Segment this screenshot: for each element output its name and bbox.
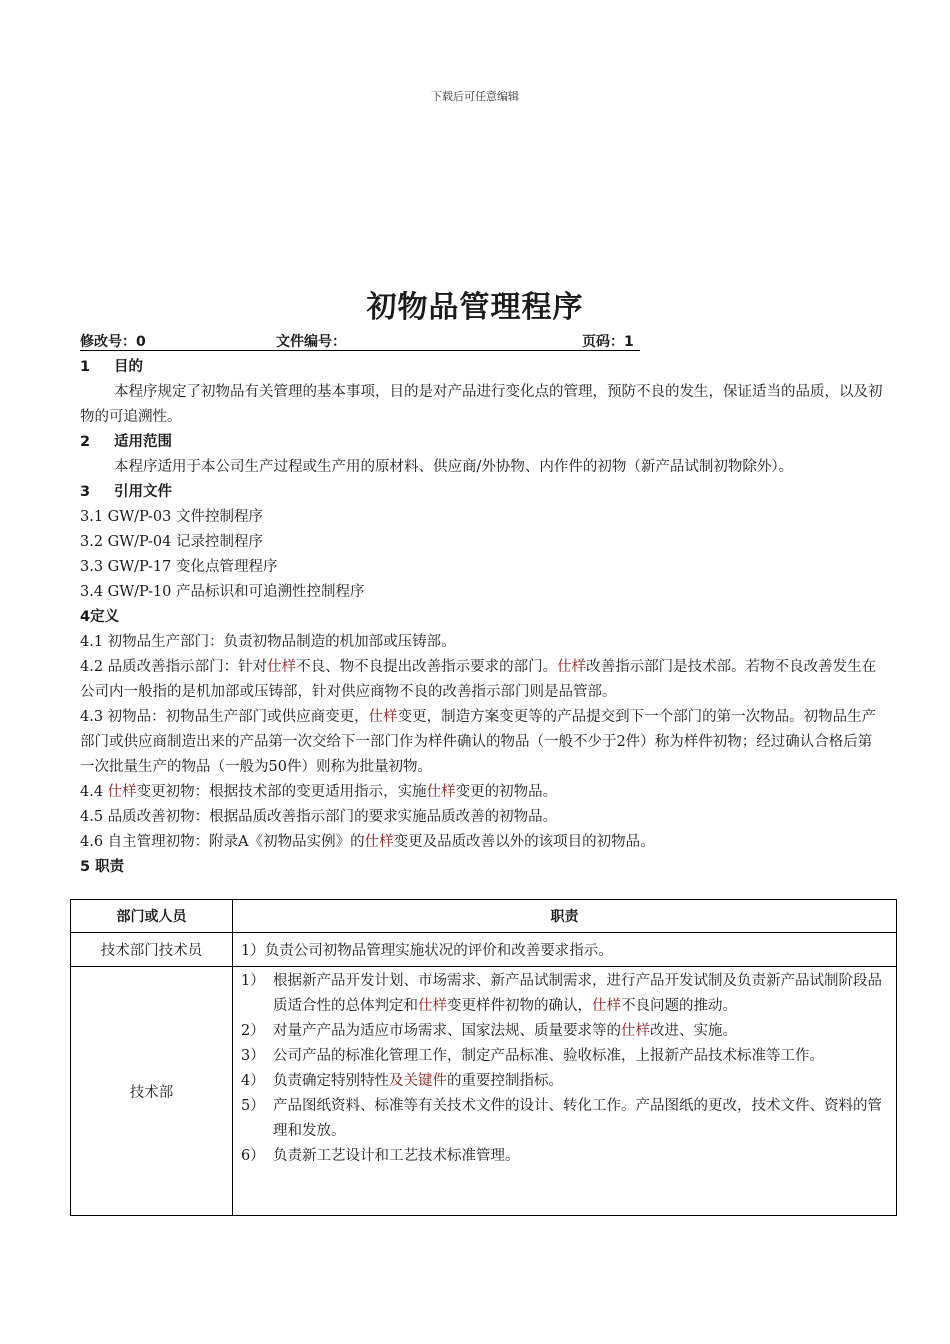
- duty-item: 3） 公司产品的标准化管理工作，制定产品标准、验收标准，上报新产品技术标准等工作。: [241, 1048, 824, 1064]
- reference-item: 3.3 GW/P-17 变化点管理程序: [80, 559, 278, 575]
- dept-cell: 技术部: [71, 967, 233, 1216]
- reference-item: 3.4 GW/P-10 产品标识和可追溯性控制程序: [80, 584, 365, 600]
- definition-item: 4.1 初物品生产部门：负责初物品制造的机加部或压铸部。: [80, 634, 456, 650]
- document-body: [80, 355, 885, 880]
- section-heading: 1 目的: [80, 359, 143, 375]
- section-paragraph: 本程序规定了初物品有关管理的基本事项，目的是对产品进行变化点的管理，预防不良的发生，保证适当的品质，以及初物的可追溯性。: [80, 384, 883, 425]
- document-number: 文件编号：: [276, 334, 346, 350]
- table-row: [71, 967, 897, 1216]
- duty-cell: 1）负责公司初物品管理实施状况的评价和改善要求指示。: [233, 933, 897, 967]
- definition-item: 4.3 初物品：初物品生产部门或供应商变更，仕样变更，制造方案变更等的产品提交到下一个部门的第一次物品。初物品生产部门或供应商制造出来的产品第一次交给下一部门作为样件确认的物品（一般不少于2件）称为样件初物；经过确认合格后第一次批量生产的物品（一般为50件）则称为批量初物。: [80, 709, 877, 775]
- page-number: 页码：1: [582, 334, 634, 350]
- document-title: 初物品管理程序: [366, 290, 584, 325]
- section-heading: 3 引用文件: [80, 484, 172, 500]
- definition-item: 4.2 品质改善指示部门：针对仕样不良、物不良提出改善指示要求的部门。仕样改善指示部门是技术部。若物不良改善发生在公司内一般指的是机加部或压铸部，针对供应商物不良的改善指示部门则是品管部。: [80, 659, 877, 700]
- page-header: 下载后可任意编辑: [431, 90, 519, 103]
- revision-number: 修改号：0: [80, 334, 146, 350]
- definition-item: 4.6 自主管理初物：附录A《初物品实例》的仕样变更及品质改善以外的该项目的初物品。: [80, 834, 655, 850]
- header-duty: 职责: [233, 900, 897, 933]
- reference-item: 3.1 GW/P-03 文件控制程序: [80, 509, 263, 525]
- reference-item: 3.2 GW/P-04 记录控制程序: [80, 534, 263, 550]
- table-row: [71, 933, 897, 967]
- section-heading: 5 职责: [80, 859, 125, 875]
- section-heading: 2 适用范围: [80, 434, 172, 450]
- table-header-row: [71, 900, 897, 933]
- duty-cell: [233, 967, 897, 1216]
- duty-item: 6） 负责新工艺设计和工艺技术标准管理。: [241, 1148, 520, 1164]
- definition-item: 4.5 品质改善初物：根据品质改善指示部门的要求实施品质改善的初物品。: [80, 809, 558, 825]
- section-heading: 4定义: [80, 609, 120, 625]
- duty-item: 5） 产品图纸资料、标准等有关技术文件的设计、转化工作。产品图纸的更改，技术文件、资料的管理和发放。: [241, 1098, 882, 1139]
- section-paragraph: 本程序适用于本公司生产过程或生产用的原材料、供应商/外协物、内作件的初物（新产品试制初物除外）。: [114, 459, 794, 475]
- duty-item: 4） 负责确定特别特性及关键件的重要控制指标。: [241, 1073, 563, 1089]
- meta-line: [80, 330, 640, 351]
- header-dept: 部门或人员: [71, 900, 233, 933]
- duty-item: 2） 对量产产品为适应市场需求、国家法规、质量要求等的仕样改进、实施。: [241, 1023, 737, 1039]
- dept-cell: 技术部门技术员: [71, 933, 233, 967]
- responsibility-table: [70, 899, 897, 1216]
- definition-item: 4.4 仕样变更初物：根据技术部的变更适用指示，实施仕样变更的初物品。: [80, 784, 558, 800]
- duty-item: 1） 根据新产品开发计划、市场需求、新产品试制需求，进行产品开发试制及负责新产品试制阶段品质适合性的总体判定和仕样变更样件初物的确认，仕样不良问题的推动。: [241, 973, 882, 1014]
